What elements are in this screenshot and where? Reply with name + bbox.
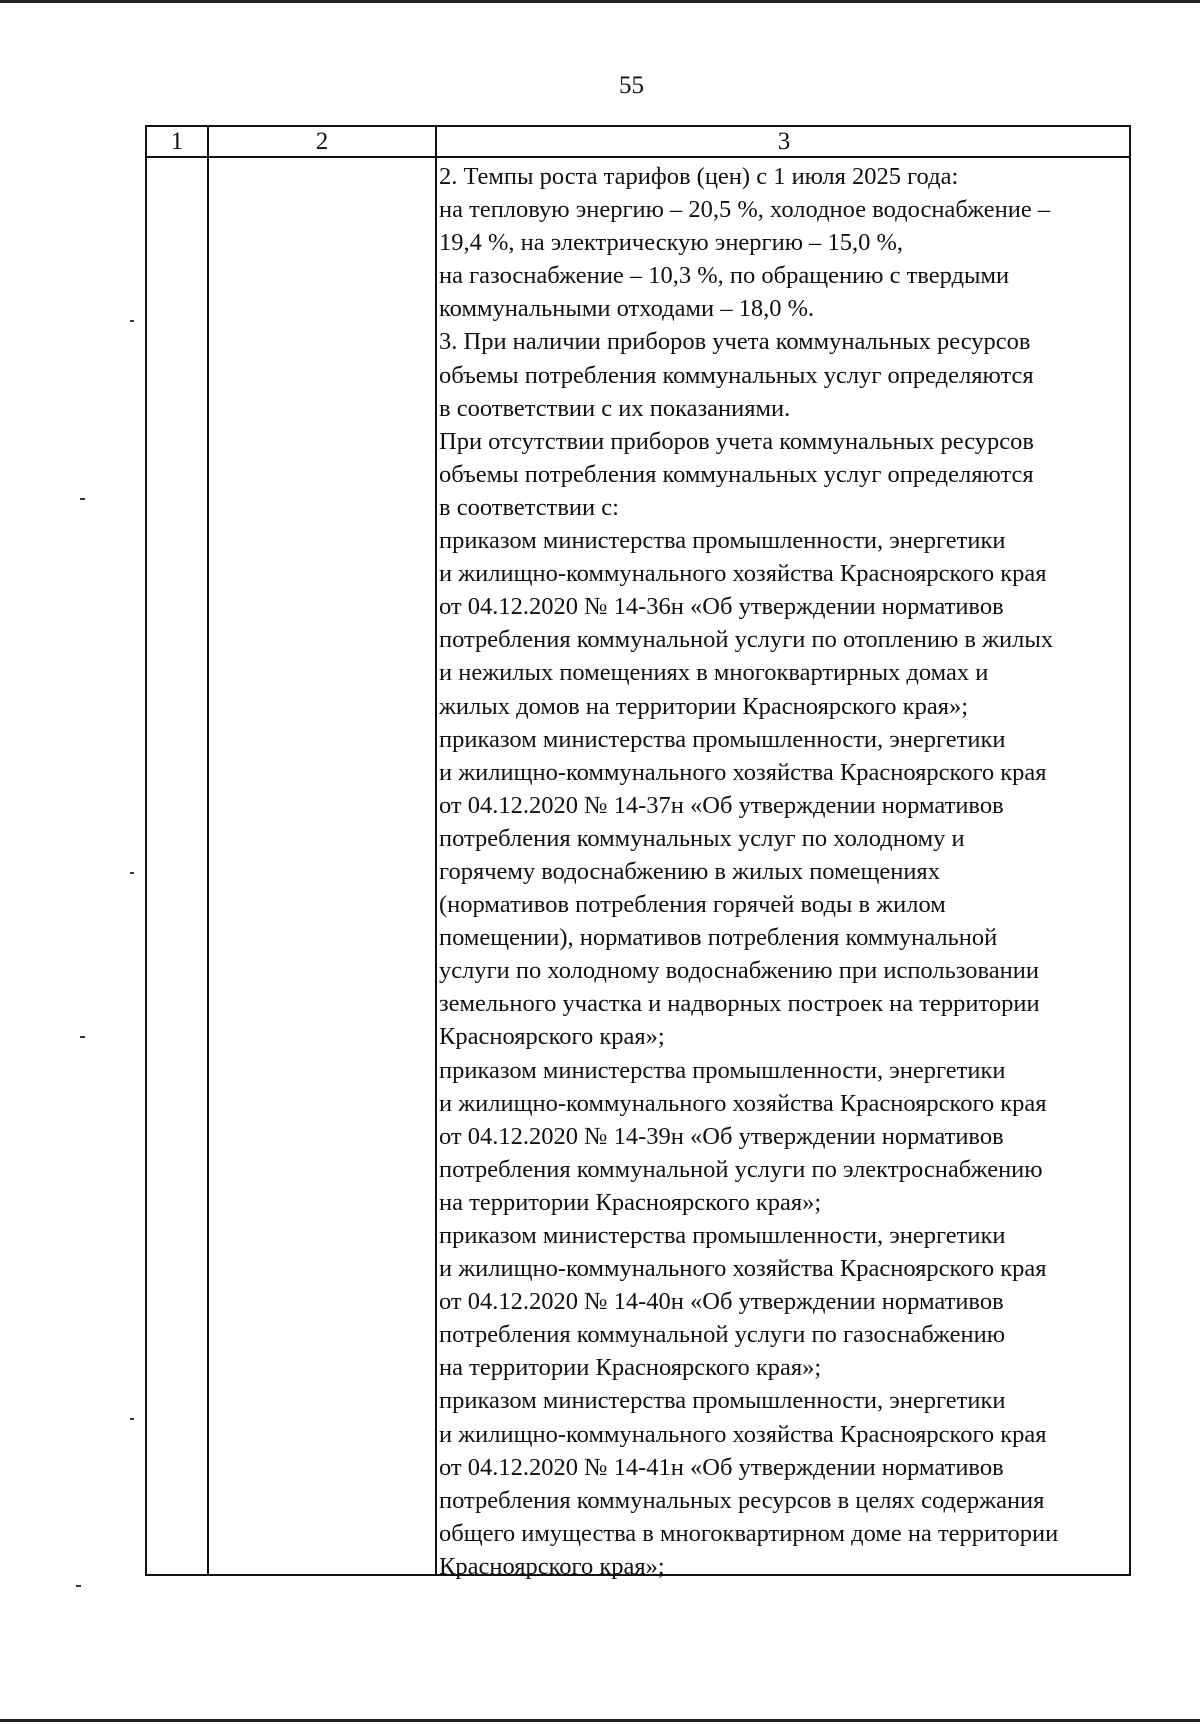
text-line: от 04.12.2020 № 14-36н «Об утверждении нормативов <box>439 593 1004 621</box>
text-line: Красноярского края»; <box>439 1023 665 1051</box>
page-number: 55 <box>619 72 644 99</box>
text-line: 19,4 %, на электрическую энергию – 15,0 %, <box>439 229 904 257</box>
scan-speck <box>130 872 134 874</box>
text-line: потребления коммунальной услуги по отоплению в жилых <box>439 626 1054 654</box>
text-line: потребления коммунальных ресурсов в целях содержания <box>439 1486 1045 1514</box>
text-line: (нормативов потребления горячей воды в жилом <box>439 891 946 919</box>
text-line: 2. Темпы роста тарифов (цен) с 1 июля 2025 года: <box>439 163 959 190</box>
column-divider <box>207 127 209 1574</box>
text-line: и жилищно-коммунального хозяйства Красноярского края <box>439 1255 1047 1283</box>
text-line: приказом министерства промышленности, энергетики <box>439 1387 1006 1415</box>
text-line: приказом министерства промышленности, энергетики <box>439 527 1006 555</box>
text-line: объемы потребления коммунальных услуг определяются <box>439 361 1034 389</box>
text-line: от 04.12.2020 № 14-39н «Об утверждении нормативов <box>439 1122 1004 1150</box>
scan-bottom-edge <box>0 1719 1200 1722</box>
text-line: от 04.12.2020 № 14-41н «Об утверждении нормативов <box>439 1453 1004 1481</box>
text-line: на территории Красноярского края»; <box>439 1188 822 1216</box>
text-line: потребления коммунальных услуг по холодному и <box>439 824 965 852</box>
text-line: приказом министерства промышленности, энергетики <box>439 1056 1006 1084</box>
text-line: и нежилых помещениях в многоквартирных домах и <box>439 659 989 687</box>
text-line: в соответствии с их показаниями. <box>439 394 791 422</box>
scan-speck <box>130 1418 134 1420</box>
text-line: в соответствии с: <box>439 493 619 521</box>
text-line: 3. При наличии приборов учета коммунальных ресурсов <box>439 328 1031 356</box>
text-line: и жилищно-коммунального хозяйства Красноярского края <box>439 758 1047 786</box>
scan-speck <box>80 1036 85 1038</box>
table-cell-col-3 <box>439 160 1127 1583</box>
scan-speck <box>76 1585 81 1587</box>
header-col-1: 1 <box>170 128 184 155</box>
header-col-3: 3 <box>777 128 791 155</box>
text-line: на территории Красноярского края»; <box>439 1354 822 1382</box>
text-line: услуги по холодному водоснабжению при использовании <box>439 957 1039 985</box>
text-line: и жилищно-коммунального хозяйства Красноярского края <box>439 560 1047 588</box>
scan-top-edge <box>0 0 1200 3</box>
text-line: объемы потребления коммунальных услуг определяются <box>439 460 1034 488</box>
text-line: общего имущества в многоквартирном доме на территории <box>439 1519 1059 1547</box>
text-line: приказом министерства промышленности, энергетики <box>439 725 1006 753</box>
text-line: горячему водоснабжению в жилых помещениях <box>439 857 940 885</box>
text-line: и жилищно-коммунального хозяйства Красноярского края <box>439 1420 1047 1448</box>
column-divider <box>435 127 437 1574</box>
text-line: коммунальными отходами – 18,0 %. <box>439 295 815 323</box>
header-col-2: 2 <box>315 128 329 155</box>
text-line: жилых домов на территории Красноярского края»; <box>439 692 969 720</box>
text-line: потребления коммунальной услуги по электроснабжению <box>439 1155 1043 1183</box>
table-header-row <box>147 127 1129 158</box>
text-line: При отсутствии приборов учета коммунальных ресурсов <box>439 427 1034 455</box>
text-line: приказом министерства промышленности, энергетики <box>439 1222 1006 1249</box>
text-line: от 04.12.2020 № 14-40н «Об утверждении нормативов <box>439 1288 1004 1316</box>
scan-speck <box>130 320 134 322</box>
text-line: на газоснабжение – 10,3 %, по обращению с твердыми <box>439 262 1010 290</box>
text-line: помещении), нормативов потребления коммунальной <box>439 924 998 952</box>
text-line: от 04.12.2020 № 14-37н «Об утверждении нормативов <box>439 791 1004 819</box>
text-line: потребления коммунальной услуги по газоснабжению <box>439 1321 1006 1349</box>
text-line: и жилищно-коммунального хозяйства Красноярского края <box>439 1089 1047 1117</box>
scan-speck <box>80 498 85 500</box>
text-line: на тепловую энергию – 20,5 %, холодное водоснабжение – <box>439 196 1051 224</box>
text-line: Красноярского края»; <box>439 1552 665 1580</box>
document-table <box>145 125 1131 1580</box>
text-line: земельного участка и надворных построек на территории <box>439 990 1040 1018</box>
